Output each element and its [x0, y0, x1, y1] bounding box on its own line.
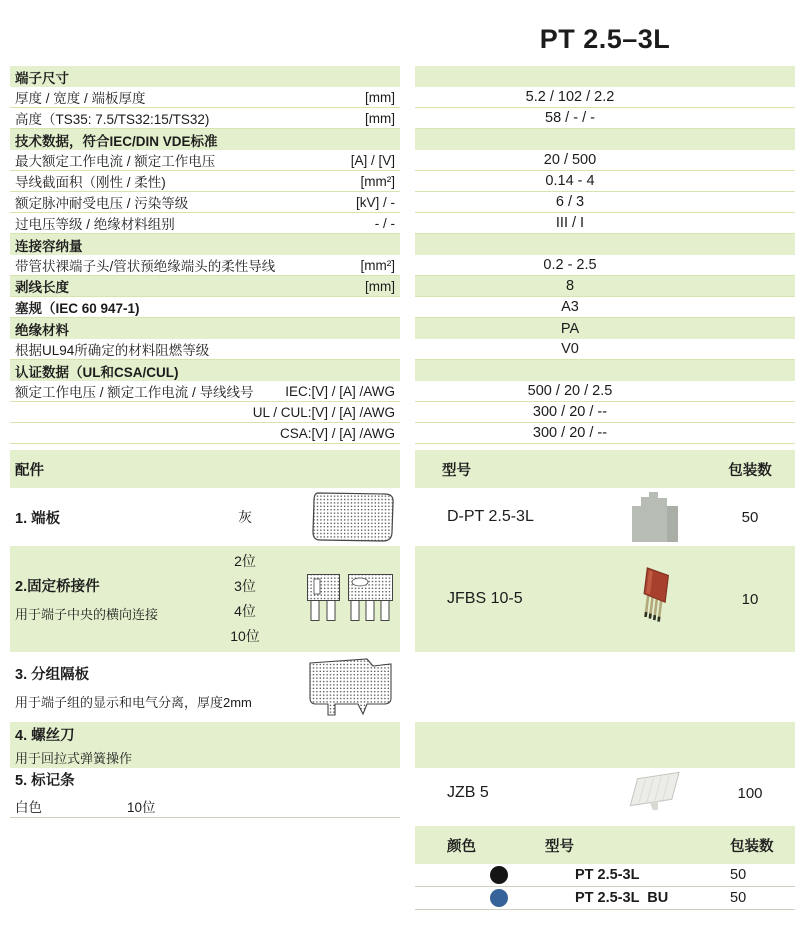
spec-label: 塞规（IEC 60 947-1): [15, 301, 140, 316]
spec-unit: [kV] / -: [355, 194, 395, 210]
position-item: 4位: [234, 603, 256, 619]
position-item: 10位: [230, 628, 260, 644]
spec-value: 20 / 500: [543, 152, 597, 168]
spec-row: [10, 339, 795, 360]
spec-row: [10, 171, 795, 192]
spec-row: [10, 276, 795, 297]
spec-value: 58 / - / -: [545, 110, 595, 126]
model-name: D-PT 2.5-3L: [447, 508, 534, 525]
spec-label: 额定工作电压 / 额定工作电流 / 导线线号: [15, 385, 254, 400]
accessory-color-label: 白色: [15, 800, 42, 815]
pack-col-header: 包装数: [730, 838, 774, 855]
spec-row: [10, 423, 795, 444]
spec-row: [10, 66, 795, 87]
accessory-name: 4. 螺丝刀: [15, 727, 75, 744]
spec-row: [10, 402, 795, 423]
color-table-row: [415, 864, 795, 887]
spec-label: 带管状裸端子头/管状预绝缘端头的柔性导线: [15, 259, 276, 274]
spec-value: 8: [565, 278, 575, 294]
model-col-header: 型号: [545, 838, 574, 855]
color-model: PT 2.5-3L: [575, 867, 640, 883]
marker-strip-image: [623, 771, 687, 815]
accessory-desc: 用于端子组的显示和电气分离，厚度2mm: [15, 695, 252, 710]
spec-label: 剥线长度: [15, 280, 69, 295]
model-pack-count: 50: [741, 508, 759, 526]
end-plate-image: [309, 491, 395, 543]
spec-unit: [mm]: [365, 89, 395, 105]
color-dot-black: [490, 866, 508, 884]
color-table: [415, 826, 795, 910]
color-pack-count: 50: [730, 867, 747, 883]
spec-row: [10, 129, 795, 150]
spec-label: 绝缘材料: [15, 322, 69, 338]
datasheet-page: [0, 18, 802, 927]
spec-label: 过电压等级 / 绝缘材料组别: [15, 217, 175, 232]
spec-value: 5.2 / 102 / 2.2: [525, 89, 615, 105]
model-name: JZB 5: [447, 784, 489, 801]
spec-row: [10, 213, 795, 234]
spec-row: [10, 297, 795, 318]
positions-label: 10位: [127, 800, 156, 815]
spec-value: A3: [561, 299, 579, 315]
spec-unit: CSA:[V] / [A] /AWG: [279, 425, 395, 441]
accessory-name: 2.固定桥接件: [15, 579, 100, 595]
models-col-header-pack: 包装数: [728, 462, 772, 479]
color-table-header: [415, 826, 795, 864]
spec-label: 连接容纳量: [15, 238, 83, 254]
content: [10, 66, 795, 910]
spec-value: V0: [561, 341, 579, 357]
spec-row: [10, 108, 795, 129]
position-item: 3位: [234, 578, 256, 594]
color-col-header: 颜色: [447, 838, 476, 855]
spec-unit: [mm²]: [360, 173, 395, 189]
partition-plate-image: [305, 656, 395, 718]
spec-value: 300 / 20 / --: [532, 425, 608, 441]
spec-row: [10, 318, 795, 339]
spec-unit: [mm²]: [360, 257, 395, 273]
spec-label: 高度（TS35: 7.5/TS32:15/TS32): [15, 112, 210, 127]
accessory-name: 3. 分组隔板: [15, 667, 90, 683]
accessory-row-marker: [10, 768, 795, 818]
spec-label: 导线截面积（刚性 / 柔性): [15, 175, 166, 190]
accessory-name: 5. 标记条: [15, 773, 75, 789]
spec-value: 300 / 20 / --: [532, 404, 608, 420]
color-dot-blue: [490, 889, 508, 907]
accessory-row-end-plate: [10, 488, 795, 546]
spec-value: 0.2 - 2.5: [543, 257, 597, 273]
spec-value: 6 / 3: [555, 194, 585, 210]
spec-row: [10, 192, 795, 213]
accessory-color-label: 灰: [238, 509, 252, 525]
fixed-bridge-multi-image: [347, 573, 395, 625]
spec-value: PA: [560, 320, 580, 337]
spec-label: 根据UL94所确定的材料阻燃等级: [15, 343, 210, 358]
spec-row: [10, 255, 795, 276]
models-table-header: [415, 450, 795, 488]
spec-row: [10, 234, 795, 255]
position-item: 2位: [234, 553, 256, 569]
model-name: JFBS 10-5: [447, 590, 523, 607]
spec-unit: IEC:[V] / [A] /AWG: [285, 383, 395, 399]
spec-label: 认证数据（UL和CSA/CUL): [15, 364, 179, 380]
spec-label: 厚度 / 宽度 / 端板厚度: [15, 91, 146, 106]
accessories-header-row: [10, 450, 795, 488]
model-pack-count: 10: [741, 590, 759, 608]
spec-row: [10, 87, 795, 108]
positions-list: [185, 549, 305, 649]
spec-table: [10, 66, 795, 444]
spec-value: 0.14 - 4: [545, 173, 595, 189]
red-jumper-image: [635, 565, 675, 633]
spec-unit: - / -: [374, 215, 395, 231]
color-pack-count: 50: [730, 890, 747, 906]
spec-unit: [mm]: [365, 278, 395, 294]
model-pack-count: 100: [737, 784, 763, 802]
spec-label: 最大额定工作电流 / 额定工作电压: [15, 154, 216, 169]
gray-end-plate-image: [629, 489, 681, 545]
spec-unit: [A] / [V]: [350, 152, 395, 168]
spec-unit: [mm]: [365, 110, 395, 126]
color-model: PT 2.5-3L BU: [575, 890, 669, 906]
color-table-row: [415, 887, 795, 910]
accessories-section-header: [10, 450, 400, 488]
accessory-desc: 用于端子中央的横向连接: [15, 607, 159, 622]
accessory-desc: 用于回拉式弹簧操作: [15, 750, 133, 766]
spec-unit: UL / CUL:[V] / [A] /AWG: [252, 404, 395, 420]
spec-value: 500 / 20 / 2.5: [527, 383, 613, 399]
spec-row: [10, 150, 795, 171]
accessories-title: 配件: [15, 462, 44, 479]
models-col-header-model: 型号: [442, 462, 471, 479]
spec-label: 额定脉冲耐受电压 / 污染等级: [15, 196, 189, 211]
spec-row: [10, 381, 795, 402]
spec-value: III / I: [555, 215, 585, 231]
accessory-name: 1. 端板: [15, 510, 61, 527]
product-title: PT 2.5–3L: [539, 24, 671, 54]
accessory-row-partition: [10, 652, 795, 722]
accessory-row-screwdriver: [10, 722, 795, 768]
spec-label: 端子尺寸: [15, 70, 69, 86]
fixed-bridge-2pos-image: [306, 573, 342, 625]
spec-label: 技术数据，符合IEC/DIN VDE标准: [15, 133, 218, 149]
accessory-row-fixed-bridge: [10, 546, 795, 652]
spec-row: [10, 360, 795, 381]
